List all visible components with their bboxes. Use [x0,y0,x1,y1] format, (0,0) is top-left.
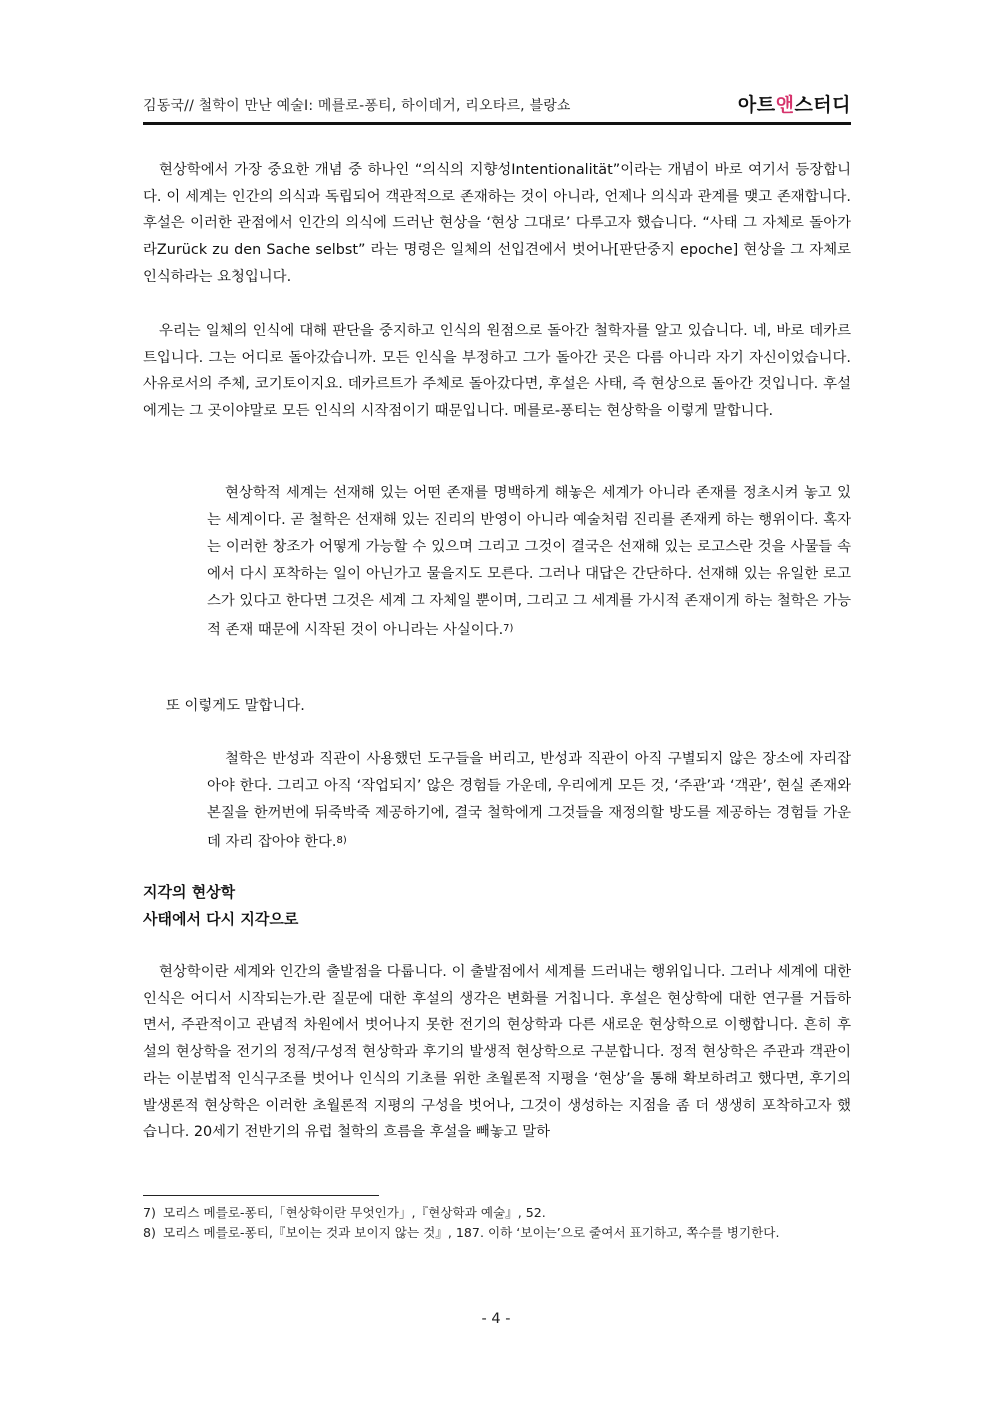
paragraph-text: 우리는 일체의 인식에 대해 판단을 중지하고 인식의 원점으로 돌아간 철학자를 알고 있습니다. 네, 바로 데카르트입니다. 그는 어디로 돌아갔습니까. 모든 인식을 부정하고 그가 돌아간 곳은 다름 아니라 자기 자신이었습니다. 사유로서의 주체, 코기토이지요. 데카르트가 주체로 돌아갔다면, 후설은 사태, 즉 현상으로 돌아간 것입니다. 후설에게는 그 곳이야말로 모든 인식의 시작점이기 때문입니다. 메를로-퐁티는 현상학을 이렇게 말합니다. [143,323,851,420]
logo-accent-text: 앤 [775,94,795,116]
section-heading: 지각의 현상학 [143,883,236,901]
page-number: - 4 - [481,1311,511,1327]
paragraph-phenomenology [143,959,851,1146]
page-header [143,90,851,122]
running-title: 김동국// 철학이 만난 예술Ⅰ: 메를로-퐁티, 하이데거, 리오타르, 블랑쇼 [143,98,571,114]
footnote-number: 8) [143,1225,156,1240]
footnote-divider [143,1195,379,1196]
block-quote-1 [207,480,851,644]
header-divider [143,122,851,125]
art-and-study-logo [738,90,851,117]
paragraph-text: 현상학이란 세계와 인간의 출발점을 다룹니다. 이 출발점에서 세계를 드러내는 행위입니다. 그러나 세계에 대한 인식은 어디서 시작되는가.란 질문에 대한 후설의 생각은 변화를 거칩니다. 후설은 현상학에 대한 연구를 거듭하면서, 주관적이고 관념적 차원에서 벗어나지 못한 전기의 현상학과 다른 새로운 현상학으로 이행합니다. 흔히 후설의 현상학을 전기의 정적/구성적 현상학과 후기의 발생적 현상학으로 구분합니다. 정적 현상학은 주관과 객관이라는 이분법적 인식구조를 벗어나 인식의 기초를 위한 초월론적 지평을 ‘현상’을 통해 확보하려고 했다면, 후기의 발생론적 현상학은 이러한 초월론적 지평의 구성을 벗어나, 그것이 생성하는 지점을 좀 더 생생히 포착하고자 했습니다. 20세기 전반기의 유럽 철학의 흐름을 후설을 빼놓고 말하 [143,964,851,1141]
quote-text: 철학은 반성과 직관이 사용했던 도구들을 버리고, 반성과 직관이 아직 구별되지 않은 장소에 자리잡아야 한다. 그리고 아직 ‘작업되지’ 않은 경험들 가운데, 우리에게 모든 것, ‘주관’과 ‘객관’, 현실 존재와 본질을 한꺼번에 뒤죽박죽 제공하기에, 결국 철학에게 그것들을 재정의할 방도를 제공하는 경험들 가운데 자리 잡아야 한다. [207,751,851,850]
footnote-ref-8[interactable]: 8) [336,835,347,846]
footnotes [143,1203,851,1243]
footnote-7 [143,1203,851,1223]
logo-text-1: 아트 [737,94,776,116]
block-quote-2 [207,746,851,856]
paragraph-intentionality [143,157,851,291]
footnote-text: 모리스 메를로-퐁티,『보이는 것과 보이지 않는 것』, 187. 이하 ‘보이는’으로 줄여서 표기하고, 쪽수를 병기한다. [163,1225,780,1240]
section-subheading: 사태에서 다시 지각으로 [143,910,299,928]
footnote-8 [143,1223,851,1243]
quote-text: 현상학적 세계는 선재해 있는 어떤 존재를 명백하게 해놓은 세계가 아니라 존재를 정초시켜 놓고 있는 세계이다. 곧 철학은 선재해 있는 진리의 반영이 아니라 예술처럼 진리를 존재케 하는 행위이다. 혹자는 이러한 창조가 어떻게 가능할 수 있으며 그리고 그것이 결국은 선재해 있는 로고스란 것을 사물들 속에서 다시 포착하는 일이 아닌가고 물을지도 모른다. 그러나 대답은 간단하다. 선재해 있는 유일한 로고스가 있다고 한다면 그것은 세계 그 자체일 뿐이며, 그리고 그 세계를 가시적 존재이게 하는 철학은 가능적 존재 때문에 시작된 것이 아니라는 사실이다. [207,485,851,638]
lead-in-text: 또 이렇게도 말합니다. [166,698,305,714]
footnote-text: 모리스 메를로-퐁티,「현상학이란 무엇인가」,『현상학과 예술』, 52. [163,1205,546,1220]
footnote-ref-7[interactable]: 7) [503,623,514,634]
paragraph-descartes [143,318,851,425]
paragraph-text: 현상학에서 가장 중요한 개념 중 하나인 “의식의 지향성Intentionalität”이라는 개념이 바로 여기서 등장합니다. 이 세계는 인간의 의식과 독립되어 객관적으로 존재하는 것이 아니라, 언제나 의식과 관계를 맺고 존재합니다. 후설은 이러한 관점에서 인간의 의식에 드러난 현상을 ‘현상 그대로’ 다루고자 했습니다. “사태 그 자체로 돌아가라Zurück zu den Sache selbst” 라는 명령은 일체의 선입견에서 벗어나[판단중지 epoche] 현상을 그 자체로 인식하라는 요청입니다. [143,162,851,285]
footnote-number: 7) [143,1205,156,1220]
logo-text-2: 스터디 [794,94,851,116]
